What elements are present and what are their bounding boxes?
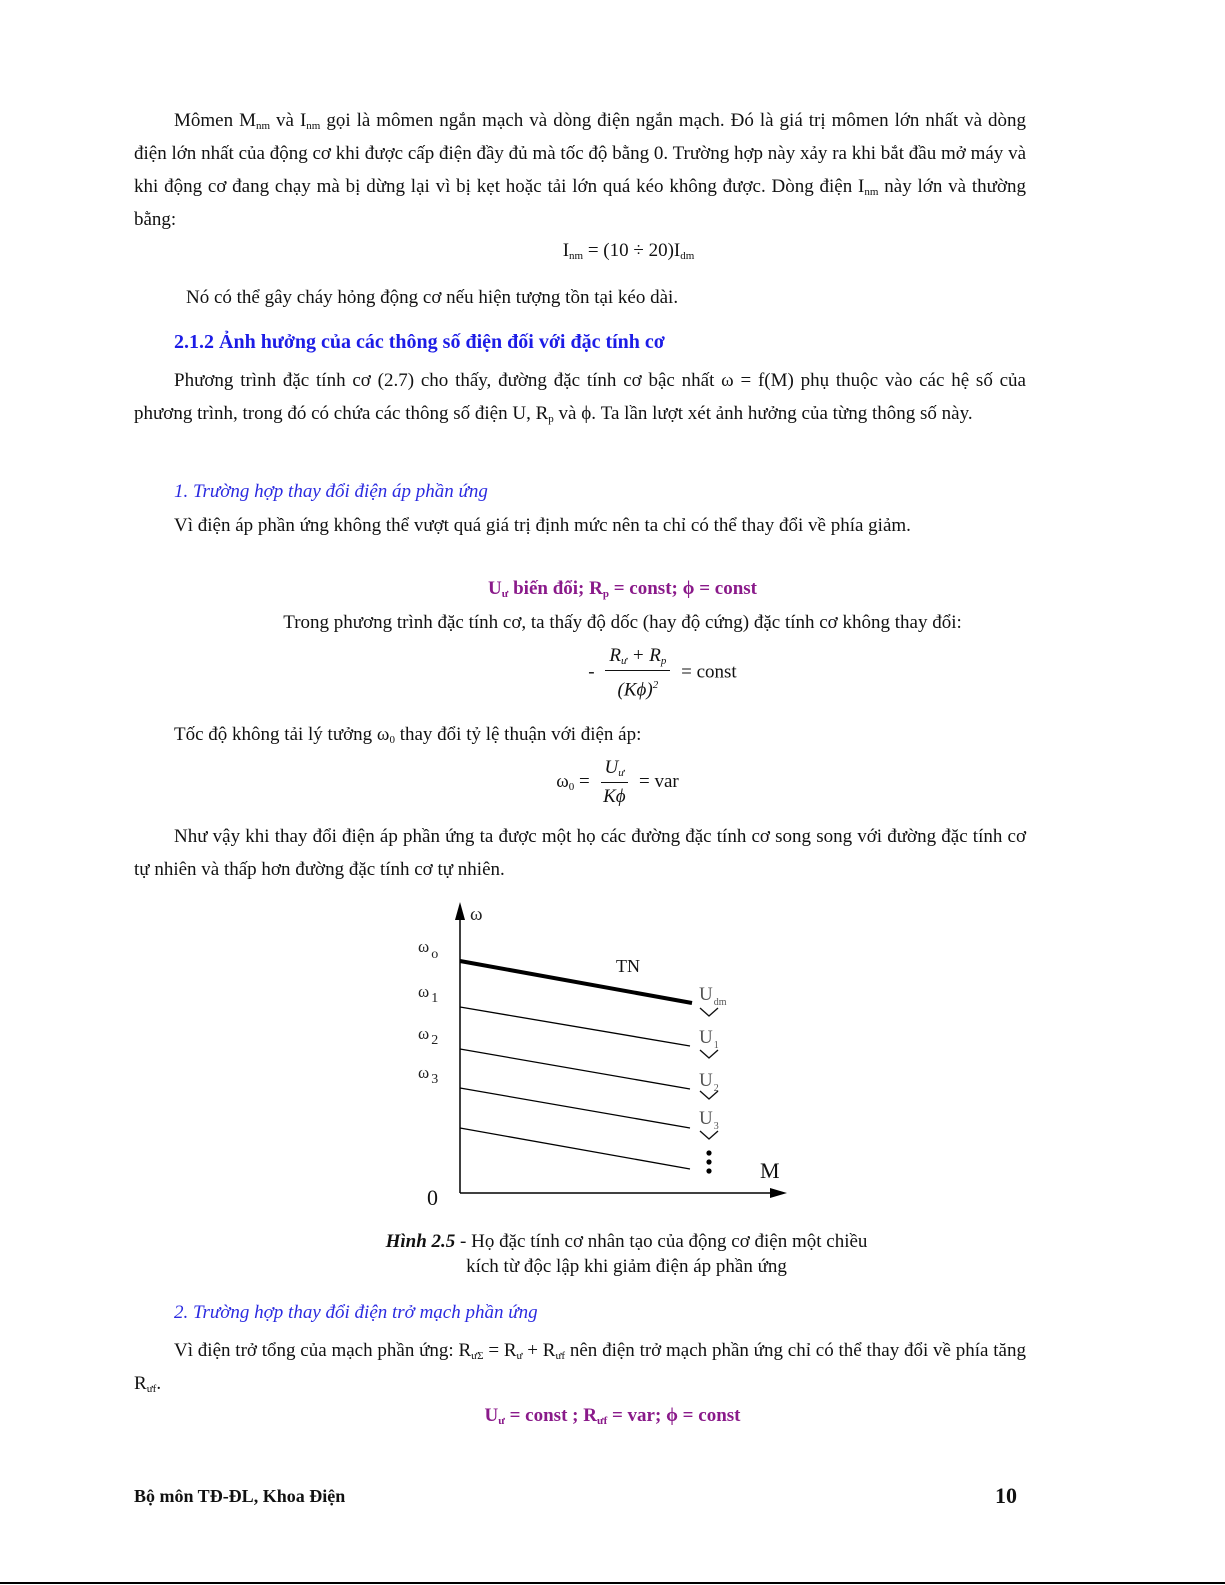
y-axis-label: ω (470, 904, 483, 925)
voltage-label-u2: $U_2$ (699, 1070, 719, 1094)
paragraph-parallel-family: Như vậy khi thay đổi điện áp phần ứng ta được một họ các đường đặc tính cơ song song với đường đặc tính cơ tự nhiên và thấp hơn đường đặc tính cơ tự nhiên. (134, 826, 1026, 880)
voltage-label-u1: $U_1$ (699, 1027, 719, 1051)
x-axis-label: M (760, 1158, 780, 1183)
line-u3 (460, 1088, 690, 1128)
paragraph-resistance-increase: Vì điện trở tổng của mạch phần ứng: $R_{ư\Sigma} = R_ư + R_{ưf}$ nên điện trở mạch phần ứng chỉ có thể thay đổi về phía tăng $R_{ưf}$. (134, 1340, 1026, 1395)
origin-label: 0 (427, 1185, 438, 1210)
page-number: 10 (995, 1483, 1017, 1508)
figure-caption: Hình 2.5 - Họ đặc tính cơ nhân tạo của động cơ điện một chiều (385, 1231, 868, 1252)
line-u4 (460, 1128, 690, 1169)
omega-label-0: ω $_o$ (418, 937, 439, 962)
chevron-down-icon (700, 1050, 718, 1058)
line-u2 (460, 1049, 690, 1089)
condition-voltage-variable: $U_ư$ biến đổi; $R_p$ = const; ϕ = const (488, 578, 757, 600)
page-bottom-divider (0, 1582, 1225, 1584)
omega-label-1: ω $_1$ (418, 982, 439, 1006)
x-axis-arrow-icon (770, 1188, 787, 1198)
paragraph-short-circuit: Mômen $M_{nm}$ và $I_{nm}$ gọi là mômen ngắn mạch và dòng điện ngắn mạch. Đó là giá trị mômen lớn nhất và dòng điện lớn nhất của động cơ khi được cấp điện đầy đủ mà tốc độ bằng 0. Trường hợp này xảy ra khi bắt đầu mở máy và khi động cơ đang chạy mà bị dừng lại vì bị kẹt hoặc tải lớn quá kéo không được. Dòng điện $I_{nm}$ này lớn và thường bằng: (134, 110, 1027, 230)
subheading-resistance-change: 2. Trường hợp thay đổi điện trở mạch phần ứng (174, 1302, 538, 1323)
omega-label-3: ω $_3$ (418, 1063, 439, 1087)
paragraph-voltage-reduce: Vì điện áp phần ứng không thể vượt quá giá trị định mức nên ta chỉ có thể thay đổi về phía giảm. (174, 515, 911, 536)
paragraph-no-load-speed: Tốc độ không tải lý tưởng $\omega_0$ thay đổi tỷ lệ thuận với điện áp: (174, 724, 642, 746)
paragraph-slope-constant: Trong phương trình đặc tính cơ, ta thấy độ dốc (hay độ cứng) đặc tính cơ không thay đổi: (283, 612, 962, 633)
voltage-label-udm: $U_{dm}$ (699, 984, 727, 1008)
equation-slope: - $\frac{R_ư + R_p}{(K\phi)^2}$ = const (588, 645, 737, 701)
curve-label-tn: TN (616, 956, 640, 976)
chevron-down-icon (700, 1008, 718, 1016)
paragraph-equation-intro: Phương trình đặc tính cơ (2.7) cho thấy, đường đặc tính cơ bậc nhất ω = f(M) phụ thuộc vào các hệ số của phương trình, trong đó có chứa các thông số điện U, $R_p$ và ϕ. Ta lần lượt xét ảnh hưởng của từng thông số này. (134, 370, 1026, 425)
line-tn (460, 961, 692, 1003)
section-heading-2-1-2: 2.1.2 Ảnh hưởng của các thông số điện đối với đặc tính cơ (174, 331, 665, 353)
subheading-voltage-change: 1. Trường hợp thay đổi điện áp phần ứng (174, 481, 488, 502)
omega-label-2: ω $_2$ (418, 1024, 439, 1048)
footer-department: Bộ môn TĐ-ĐL, Khoa Điện (134, 1486, 346, 1506)
line-u1 (460, 1007, 690, 1046)
ellipsis-dot-icon (706, 1159, 711, 1164)
condition-resistance-variable: $U_ư$ = const ; $R_{ưf}$ = var; ϕ = const (484, 1405, 741, 1427)
chevron-down-icon (700, 1131, 718, 1139)
y-axis-arrow-icon (455, 902, 465, 920)
voltage-label-u3: $U_3$ (699, 1108, 719, 1132)
ellipsis-dot-icon (706, 1168, 711, 1173)
figure-caption-line2: kích từ độc lập khi giảm điện áp phần ứng (466, 1256, 787, 1277)
equation-omega0: $\omega_0$ = $\frac{U_ư}{K\phi}$ = var (556, 757, 679, 807)
equation-inm: $I_{nm} = (10 \div 20)I_{dm}$ (562, 240, 695, 262)
paragraph-damage-warning: Nó có thể gây cháy hỏng động cơ nếu hiện tượng tồn tại kéo dài. (186, 287, 679, 308)
ellipsis-dot-icon (706, 1150, 711, 1155)
